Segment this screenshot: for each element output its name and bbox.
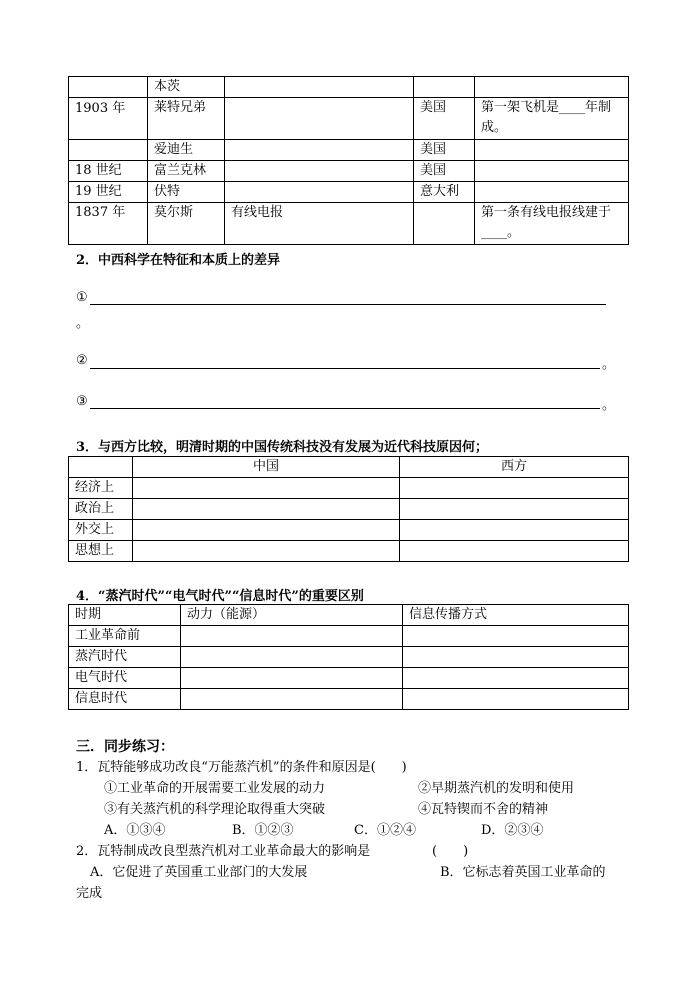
table-row bbox=[69, 203, 629, 245]
table-cell: 莱特兄弟 bbox=[148, 98, 225, 140]
table-row bbox=[69, 541, 629, 562]
table-cell bbox=[225, 77, 414, 98]
question-1-option-1: ①工业革命的开展需要工业发展的动力 bbox=[104, 781, 326, 796]
question-1-option-2: ②早期蒸汽机的发明和使用 bbox=[418, 781, 575, 796]
table-cell bbox=[225, 98, 414, 140]
table-cell bbox=[475, 161, 629, 182]
question-1-option-3: ③有关蒸汽机的科学理论取得重大突破 bbox=[104, 802, 326, 817]
question-2-choice-a[interactable]: A．它促进了英国重工业部门的大发展 bbox=[90, 865, 308, 880]
china-west-table bbox=[68, 456, 629, 562]
table-cell[interactable] bbox=[400, 499, 629, 520]
table-header: 信息传播方式 bbox=[403, 605, 629, 626]
table-cell: 富兰克林 bbox=[148, 161, 225, 182]
table-cell[interactable] bbox=[400, 478, 629, 499]
table-cell bbox=[475, 182, 629, 203]
table-row bbox=[69, 499, 629, 520]
table-row bbox=[69, 689, 629, 710]
table-cell bbox=[475, 77, 629, 98]
q3-heading: 3．与西方比较，明清时期的中国传统科技没有发展为近代科技原因何； bbox=[76, 440, 489, 455]
question-1-choice-a[interactable]: A．①③④ bbox=[104, 823, 166, 838]
table-cell: 美国 bbox=[414, 161, 475, 182]
table-cell: 1903 年 bbox=[69, 98, 148, 140]
answer-line-2[interactable] bbox=[90, 368, 600, 369]
table-row bbox=[69, 520, 629, 541]
answer-line-1[interactable] bbox=[90, 304, 606, 305]
table-cell bbox=[414, 77, 475, 98]
table-header: 西方 bbox=[400, 457, 629, 478]
section-title: 三．同步练习： bbox=[76, 739, 174, 755]
table-cell bbox=[225, 140, 414, 161]
table-cell: 伏特 bbox=[148, 182, 225, 203]
question-1-choice-d[interactable]: D．②③④ bbox=[481, 823, 544, 838]
table-row bbox=[69, 457, 629, 478]
table-header: 动力（能源） bbox=[181, 605, 403, 626]
table-cell: 经济上 bbox=[69, 478, 133, 499]
table-header bbox=[69, 457, 133, 478]
table-cell: 思想上 bbox=[69, 541, 133, 562]
table-cell bbox=[225, 161, 414, 182]
table-row bbox=[69, 182, 629, 203]
table-cell: 19 世纪 bbox=[69, 182, 148, 203]
answer-end-2: 。 bbox=[602, 357, 616, 372]
table-cell: 政治上 bbox=[69, 499, 133, 520]
table-row bbox=[69, 478, 629, 499]
table-cell: 第一条有线电报线建于____。 bbox=[475, 203, 629, 245]
question-1-option-4: ④瓦特锲而不舍的精神 bbox=[418, 802, 549, 817]
table-row bbox=[69, 647, 629, 668]
table-cell[interactable] bbox=[133, 499, 400, 520]
answer-mark-3: ③ bbox=[76, 394, 88, 409]
table-cell[interactable] bbox=[403, 647, 629, 668]
table-cell: 本茨 bbox=[148, 77, 225, 98]
table-row bbox=[69, 98, 629, 140]
table-row bbox=[69, 161, 629, 182]
table-cell: 爱迪生 bbox=[148, 140, 225, 161]
question-2-choice-b[interactable]: B．它标志着英国工业革命的 bbox=[440, 865, 606, 880]
table-cell: 外交上 bbox=[69, 520, 133, 541]
table-cell: 18 世纪 bbox=[69, 161, 148, 182]
question-2-stem: 2．瓦特制成改良型蒸汽机对工业革命最大的影响是 bbox=[76, 844, 371, 859]
eras-table bbox=[68, 604, 629, 710]
inventors-table bbox=[68, 76, 629, 245]
table-cell[interactable] bbox=[400, 520, 629, 541]
question-1-choice-b[interactable]: B．①②③ bbox=[232, 823, 294, 838]
table-cell: 工业革命前 bbox=[69, 626, 181, 647]
answer-line-3[interactable] bbox=[90, 408, 600, 409]
table-cell[interactable] bbox=[133, 541, 400, 562]
table-cell: 意大利 bbox=[414, 182, 475, 203]
table-cell[interactable] bbox=[133, 478, 400, 499]
table-row bbox=[69, 668, 629, 689]
table-cell bbox=[69, 77, 148, 98]
table-row bbox=[69, 140, 629, 161]
question-1-choice-c[interactable]: C．①②④ bbox=[354, 823, 416, 838]
answer-mark-2: ② bbox=[76, 353, 88, 368]
q4-heading: 4．“蒸汽时代”“电气时代”“信息时代”的重要区别 bbox=[76, 589, 364, 604]
question-1-stem: 1．瓦特能够成功改良“万能蒸汽机”的条件和原因是( ) bbox=[76, 760, 407, 775]
table-cell bbox=[69, 140, 148, 161]
table-cell: 电气时代 bbox=[69, 668, 181, 689]
table-header: 中国 bbox=[133, 457, 400, 478]
table-cell[interactable] bbox=[403, 689, 629, 710]
table-row bbox=[69, 605, 629, 626]
table-cell: 有线电报 bbox=[225, 203, 414, 245]
table-cell: 蒸汽时代 bbox=[69, 647, 181, 668]
table-row bbox=[69, 77, 629, 98]
table-cell bbox=[225, 182, 414, 203]
answer-mark-1: ① bbox=[76, 290, 88, 305]
answer-end-3: 。 bbox=[602, 398, 616, 413]
question-2-paren[interactable]: ( ) bbox=[432, 844, 469, 859]
q2-heading: 2．中西科学在特征和本质上的差异 bbox=[76, 253, 281, 268]
answer-end-1: 。 bbox=[76, 316, 90, 331]
table-cell[interactable] bbox=[181, 668, 403, 689]
table-cell: 莫尔斯 bbox=[148, 203, 225, 245]
table-cell: 信息时代 bbox=[69, 689, 181, 710]
table-cell[interactable] bbox=[403, 626, 629, 647]
question-2-cont: 完成 bbox=[76, 886, 103, 901]
table-cell: 第一架飞机是____年制成。 bbox=[475, 98, 629, 140]
table-cell[interactable] bbox=[403, 668, 629, 689]
table-cell bbox=[414, 203, 475, 245]
table-header: 时期 bbox=[69, 605, 181, 626]
table-cell[interactable] bbox=[181, 689, 403, 710]
table-cell: 美国 bbox=[414, 140, 475, 161]
table-cell[interactable] bbox=[181, 626, 403, 647]
table-cell[interactable] bbox=[400, 541, 629, 562]
table-cell[interactable] bbox=[181, 647, 403, 668]
table-cell: 1837 年 bbox=[69, 203, 148, 245]
table-cell[interactable] bbox=[133, 520, 400, 541]
table-cell: 美国 bbox=[414, 98, 475, 140]
table-cell bbox=[475, 140, 629, 161]
table-row bbox=[69, 626, 629, 647]
